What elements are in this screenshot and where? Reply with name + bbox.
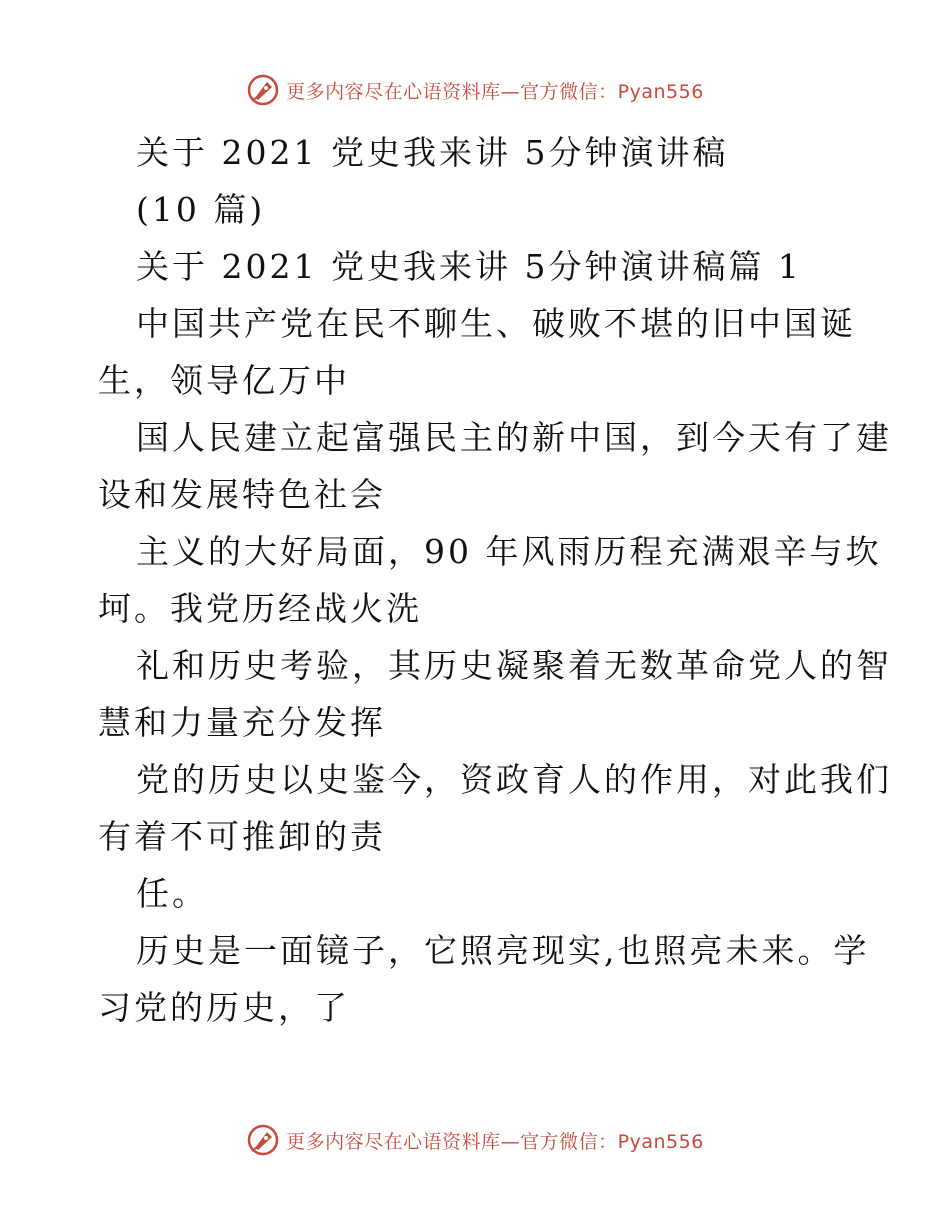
pen-nib-logo-icon (246, 1123, 280, 1157)
text-line: 生，领导亿万中 (98, 361, 350, 400)
section-heading: 关于 2021 党史我来讲 5分钟演讲稿篇 1 (136, 247, 802, 286)
document-title-line-1: 关于 2021 党史我来讲 5分钟演讲稿 (136, 133, 729, 172)
text-line: 有着不可推卸的责 (98, 817, 386, 856)
text-line: 任。 (136, 874, 208, 913)
footer-banner (0, 1120, 950, 1160)
text-line: 中国共产党在民不聊生、破败不堪的旧中国诞 (136, 304, 856, 343)
text-line: 设和发展特色社会 (98, 475, 386, 514)
document-title-line-2: (10 篇) (136, 190, 266, 229)
footer-banner-text: 更多内容尽在心语资料库—官方微信：Pyan556 (286, 1130, 704, 1153)
text-line: 礼和历史考验，其历史凝聚着无数革命党人的智 (136, 646, 892, 685)
text-line: 历史是一面镜子，它照亮现实,也照亮未来。学 (136, 931, 870, 970)
text-line: 国人民建立起富强民主的新中国，到今天有了建 (136, 418, 892, 457)
text-line: 党的历史以史鉴今，资政育人的作用，对此我们 (136, 760, 892, 799)
text-line: 慧和力量充分发挥 (98, 703, 386, 742)
header-banner (0, 70, 950, 110)
pen-nib-logo-icon (246, 73, 280, 107)
text-line: 习党的历史，了 (98, 988, 350, 1027)
text-line: 坷。我党历经战火洗 (98, 589, 422, 628)
text-line: 主义的大好局面，90 年风雨历程充满艰辛与坎 (136, 532, 882, 571)
document-body (98, 124, 892, 1036)
header-banner-text: 更多内容尽在心语资料库—官方微信：Pyan556 (286, 80, 704, 103)
